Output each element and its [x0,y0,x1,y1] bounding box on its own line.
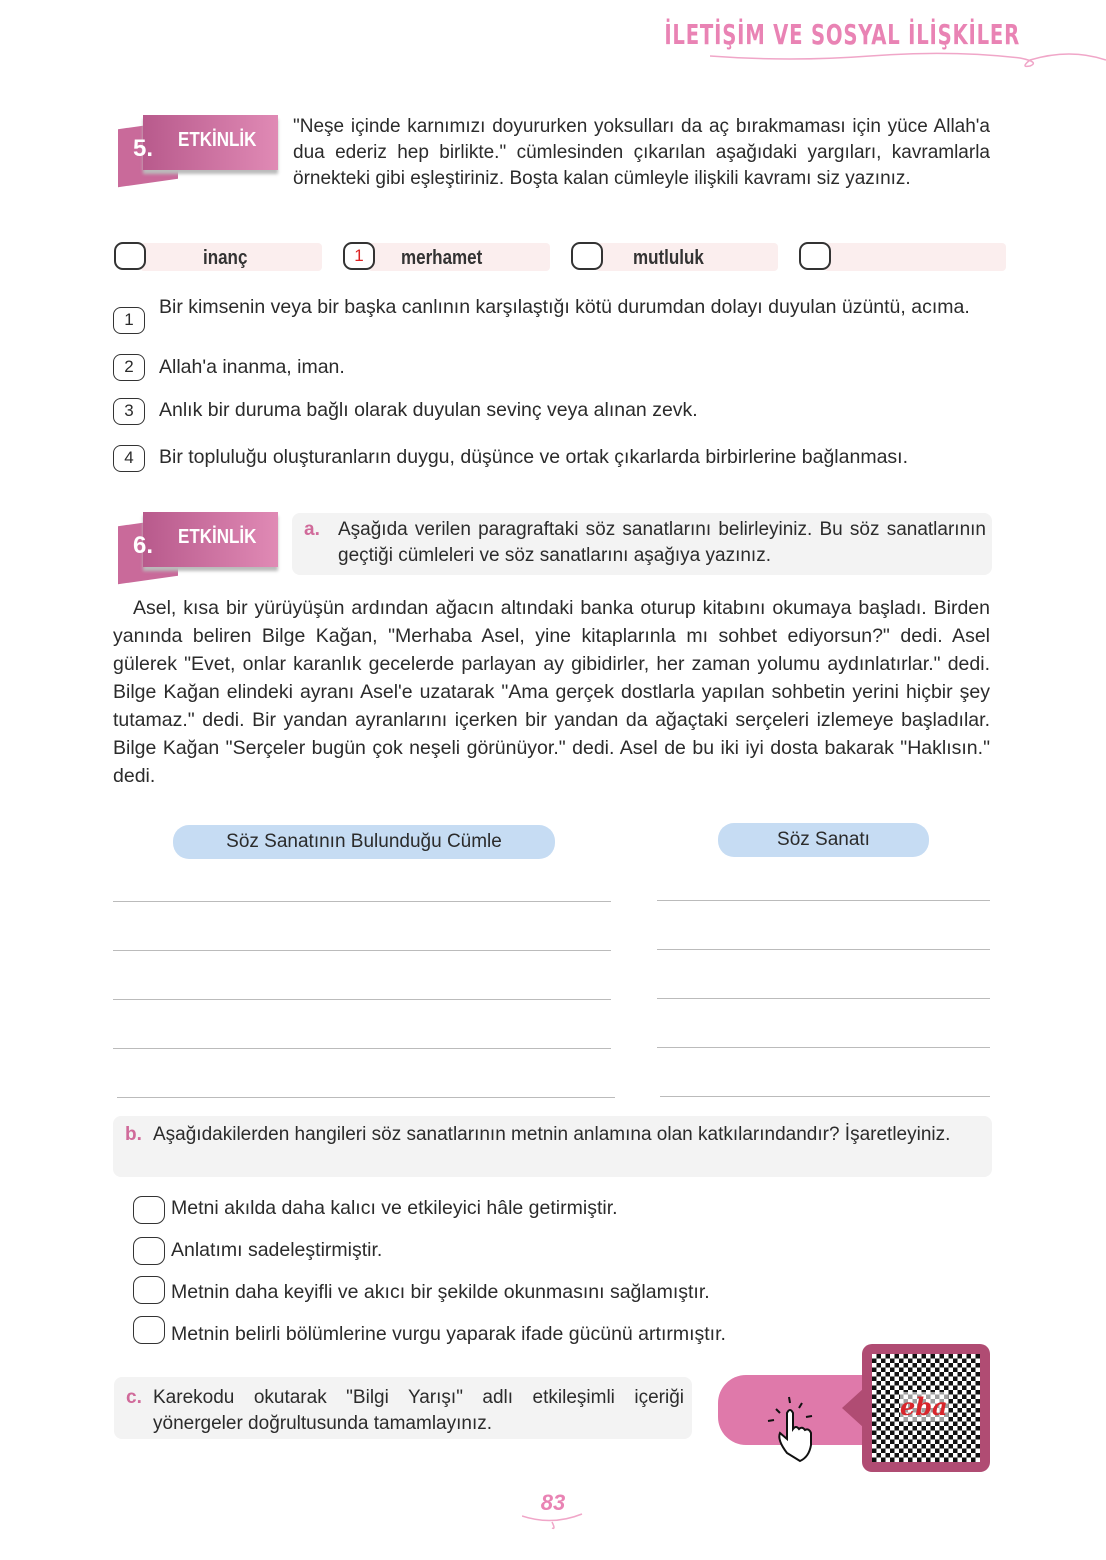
checkbox-option-3[interactable] [133,1276,165,1304]
blank-concept-field[interactable] [824,243,1006,271]
answer-line[interactable] [113,1048,611,1049]
page-number: 83 [540,1490,566,1515]
column-header-figure: Söz Sanatı [718,823,929,857]
question-b: b. Aşağıdakilerden hangileri söz sanatlarının metnin anlamına olan katkılarındandır? İşaretleyiniz. [113,1116,992,1177]
statement-3: Anlık bir duruma bağlı olarak duyulan sevinç veya alınan zevk. [159,399,698,421]
answer-line[interactable] [657,900,990,901]
checkbox-option-2[interactable] [133,1237,165,1265]
page-number-flourish [522,1512,584,1530]
qr-code[interactable] [862,1344,990,1472]
tap-hand-icon [762,1395,822,1465]
unit-title: İLETİŞİM VE SOSYAL İLİŞKİLER [664,18,1020,51]
checkbox-option-1[interactable] [133,1196,165,1224]
answer-line[interactable] [657,949,990,950]
answer-line[interactable] [113,901,611,902]
answer-line[interactable] [113,950,611,951]
statement-1: Bir kimsenin veya bir başka canlının karşılaştığı kötü durumdan dolayı duyulan üzüntü, acıma. [159,296,970,318]
answer-line[interactable] [660,1096,990,1097]
answer-box-merhamet[interactable]: 1 [343,242,375,270]
question-a: a. Aşağıda verilen paragraftaki söz sanatlarını belirleyiniz. Bu söz sanatlarının geçtiği cümleleri ve söz sanatlarını aşağıya yazınız. [292,513,992,575]
column-header-sentence: Söz Sanatının Bulunduğu Cümle [173,825,555,859]
checkbox-option-4[interactable] [133,1316,165,1344]
statement-4: Bir topluluğu oluşturanların duygu, düşünce ve ortak çıkarlarda birbirlerine bağlanması. [159,446,908,468]
eba-logo: eba [900,1392,948,1421]
statement-2: Allah'a inanma, iman. [159,356,345,378]
activity-6-badge: 6. ETKİNLİK [113,510,278,580]
answer-line[interactable] [657,998,990,999]
question-c: c. Karekodu okutarak "Bilgi Yarışı" adlı etkileşimli içeriği yönergeler doğrultusunda tamamlayınız. [114,1377,692,1439]
qr-pointer [842,1388,864,1428]
header-underline [710,48,1106,72]
answer-box-blank[interactable] [799,242,831,270]
activity-5-instructions: "Neşe içinde karnımızı doyururken yoksulları da aç bırakmaması için yüce Allah'a dua ederiz hep birlikte." cümlesinden çıkarılan aşağıdaki yargıları, kavramlarla örnekteki gibi eşleştiriniz. Boşta kalan cümleyle ilişkili kavramı siz yazınız. [293,116,990,189]
story-paragraph: Asel, kısa bir yürüyüşün ardından ağacın altındaki banka oturup kitabını okumaya başladı. Birden yanında beliren Bilge Kağan, "Merhaba Asel, yine kitaplarınla mı sohbet ediyorsun?" dedi. Asel gülerek "Evet, onlar karanlık gecelerde parlayan ay gibidirler, her zaman yolumu aydınlatırlar." dedi. Bilge Kağan elindeki ayranı Asel'e uzatarak "Ama gerçek dostlarla yapılan sohbetin yerini hiçbir şey tutamaz." dedi. Bir yandan ayranlarını içerken bir yandan da ağaçtaki serçeleri izlemeye başladılar. Bilge Kağan "Serçeler bugün çok neşeli görünüyor." dedi. Asel de bu iki iyi dosta bakarak "Haklısın." dedi. [113,597,990,787]
answer-line[interactable] [113,999,611,1000]
answer-line[interactable] [117,1097,615,1098]
answer-line[interactable] [657,1047,990,1048]
answer-box-inanc[interactable] [114,242,146,270]
answer-box-mutluluk[interactable] [571,242,603,270]
activity-5-badge: 5. ETKİNLİK [113,113,278,183]
